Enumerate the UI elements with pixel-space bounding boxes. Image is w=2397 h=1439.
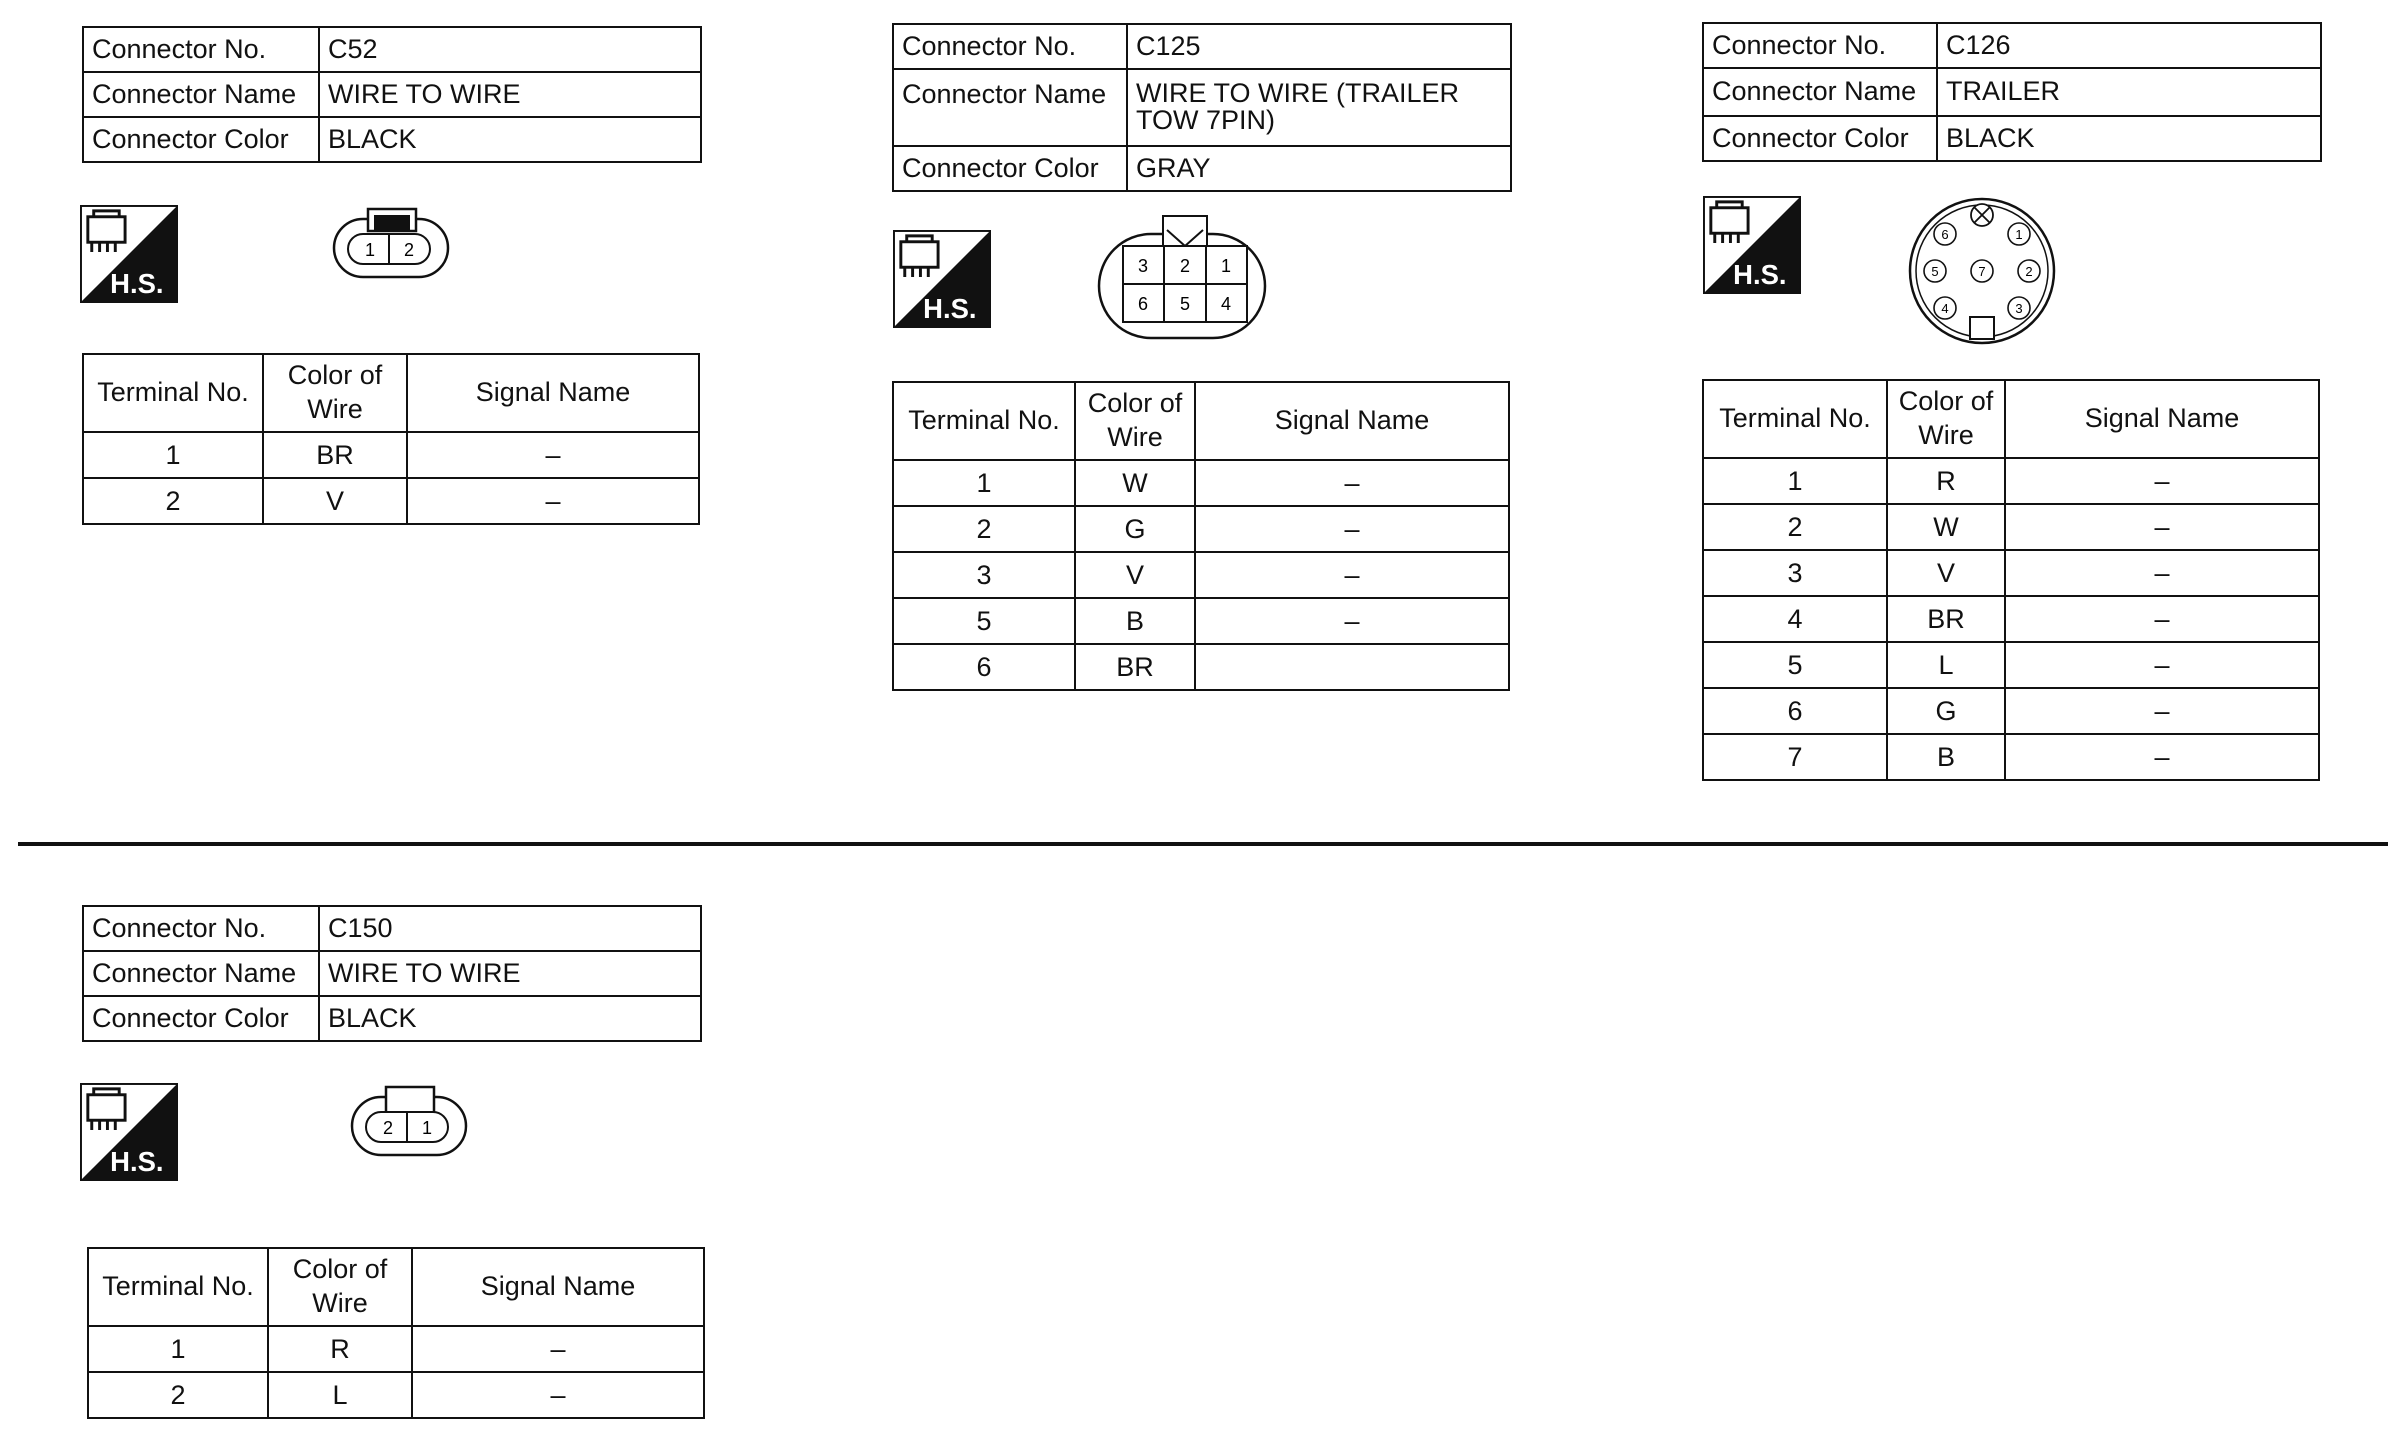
connector-color-label: Connector Color (83, 117, 319, 162)
table-row: 3 V – (893, 552, 1509, 598)
pin-label: 1 (364, 240, 376, 260)
table-row: 2 L – (88, 1372, 704, 1418)
connector-c150-terminals (87, 1247, 705, 1419)
connector-color-label: Connector Color (83, 996, 319, 1041)
pin-label: 3 (2015, 301, 2023, 316)
table-row: 2 G – (893, 506, 1509, 552)
pin-label: 1 (2015, 227, 2023, 242)
pin-label: 2 (2025, 264, 2033, 279)
wire-color: V (263, 478, 407, 524)
connector-color-label: Connector Color (893, 146, 1127, 191)
connector-no-value: C126 (1937, 23, 2321, 68)
connector-c52-info (82, 26, 702, 163)
pin-label: 1 (421, 1118, 433, 1138)
connector-c150-diagram (348, 1083, 478, 1163)
color-of-wire-header: Color of Wire (263, 354, 407, 432)
connector-no-label: Connector No. (1703, 23, 1937, 68)
connector-c150-info (82, 905, 702, 1042)
terminal-no-header: Terminal No. (88, 1248, 268, 1326)
signal-name-header: Signal Name (407, 354, 699, 432)
connector-color-value: BLACK (319, 117, 701, 162)
connector-no-value: C125 (1127, 24, 1511, 69)
table-row: 6 BR (893, 644, 1509, 690)
connector-color-value: BLACK (319, 996, 701, 1041)
table-row: 5 L – (1703, 642, 2319, 688)
hs-badge-icon (80, 1083, 178, 1181)
connector-no-value: C52 (319, 27, 701, 72)
pin-label: 5 (1179, 294, 1191, 314)
terminal-no-header: Terminal No. (893, 382, 1075, 460)
table-row: 1 R – (1703, 458, 2319, 504)
pin-label: 2 (403, 240, 415, 260)
pin-label: 6 (1941, 227, 1949, 242)
connector-no-label: Connector No. (83, 906, 319, 951)
svg-text:H.S.: H.S. (110, 1146, 164, 1178)
pin-label: 2 (1179, 256, 1191, 276)
pin-label: 3 (1137, 256, 1149, 276)
terminal-no: 2 (83, 478, 263, 524)
table-row: 1 W – (893, 460, 1509, 506)
signal-name-header: Signal Name (2005, 380, 2319, 458)
pin-label: 4 (1220, 294, 1232, 314)
signal-name: – (407, 478, 699, 524)
connector-name-value: WIRE TO WIRE (319, 72, 701, 117)
hs-badge-icon (893, 230, 991, 328)
connector-c125-terminals (892, 381, 1510, 691)
pin-label: 7 (1978, 264, 1986, 279)
table-row: 1 R – (88, 1326, 704, 1372)
pin-label: 1 (1220, 256, 1232, 276)
table-row: 2 W – (1703, 504, 2319, 550)
terminal-no-header: Terminal No. (1703, 380, 1887, 458)
connector-name-label: Connector Name (83, 72, 319, 117)
hs-badge-icon (80, 205, 178, 303)
table-row: 6 G – (1703, 688, 2319, 734)
table-row: 4 BR – (1703, 596, 2319, 642)
connector-c52-diagram (330, 205, 460, 285)
color-of-wire-header: Color of Wire (268, 1248, 412, 1326)
connector-no-label: Connector No. (893, 24, 1127, 69)
svg-text:H.S.: H.S. (1733, 259, 1787, 291)
pin-label: 5 (1931, 264, 1939, 279)
connector-name-label: Connector Name (893, 69, 1127, 146)
connector-color-label: Connector Color (1703, 116, 1937, 161)
pin-label: 2 (382, 1118, 394, 1138)
connector-c125-info (892, 23, 1512, 192)
hs-badge-icon (1703, 196, 1801, 294)
table-row (83, 478, 699, 524)
table-row: 5 B – (893, 598, 1509, 644)
pin-label: 4 (1941, 301, 1949, 316)
connector-c126-info (1702, 22, 2322, 162)
connector-c125-diagram (1095, 212, 1275, 347)
terminal-no-header: Terminal No. (83, 354, 263, 432)
table-row: 3 V – (1703, 550, 2319, 596)
signal-name-header: Signal Name (1195, 382, 1509, 460)
connector-name-label: Connector Name (83, 951, 319, 996)
wire-color: BR (263, 432, 407, 478)
connector-name-value: WIRE TO WIRE (319, 951, 701, 996)
connector-c126-diagram (1906, 195, 2058, 347)
connector-c52-terminals (82, 353, 700, 525)
color-of-wire-header: Color of Wire (1075, 382, 1195, 460)
connector-no-label: Connector No. (83, 27, 319, 72)
pin-label: 6 (1137, 294, 1149, 314)
signal-name: – (407, 432, 699, 478)
connector-name-label: Connector Name (1703, 68, 1937, 116)
table-row (83, 432, 699, 478)
table-row: 7 B – (1703, 734, 2319, 780)
connector-c126-terminals (1702, 379, 2320, 781)
connector-name-value: WIRE TO WIRE (TRAILER TOW 7PIN) (1127, 69, 1511, 146)
connector-color-value: BLACK (1937, 116, 2321, 161)
terminal-no: 1 (83, 432, 263, 478)
section-divider (18, 842, 2388, 846)
svg-text:H.S.: H.S. (923, 293, 977, 325)
connector-no-value: C150 (319, 906, 701, 951)
color-of-wire-header: Color of Wire (1887, 380, 2005, 458)
connector-name-value: TRAILER (1937, 68, 2321, 116)
signal-name-header: Signal Name (412, 1248, 704, 1326)
connector-color-value: GRAY (1127, 146, 1511, 191)
hs-badge-label: H.S. (110, 268, 164, 300)
